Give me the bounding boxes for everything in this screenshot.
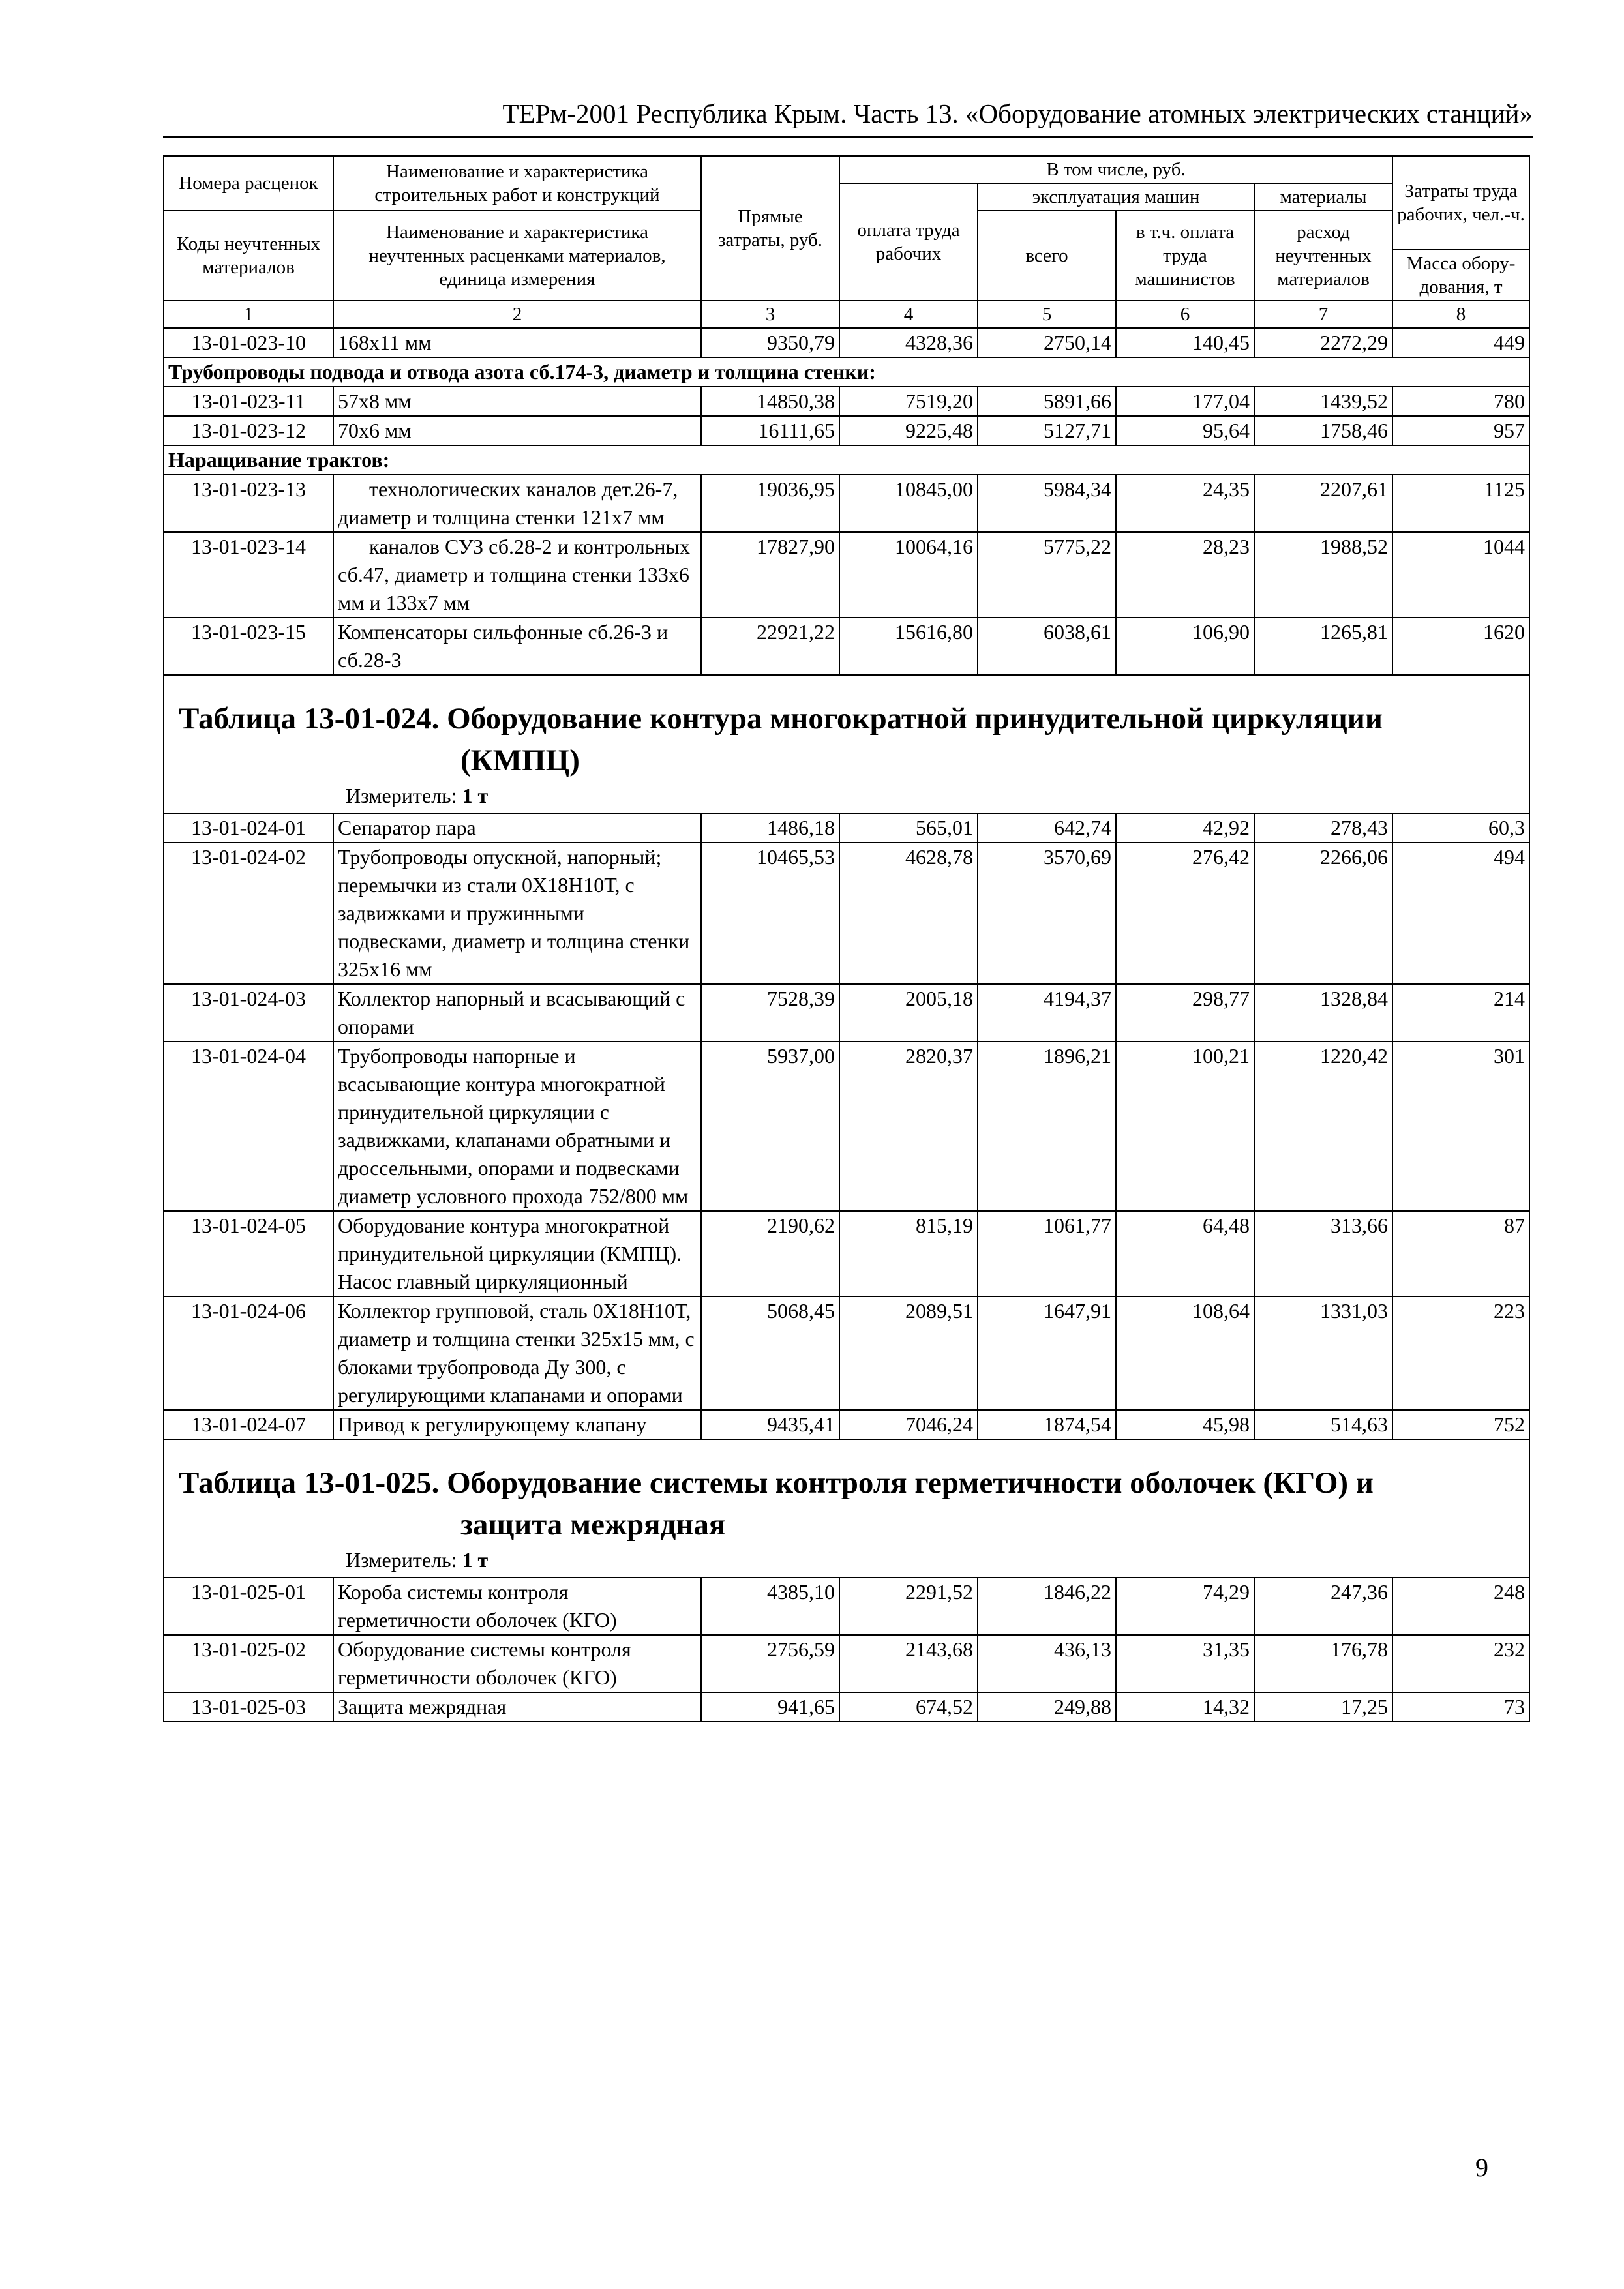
- section-heading: Трубопроводы подвода и отвода азота сб.174-3, диаметр и толщина стенки:: [164, 357, 1529, 387]
- table-title-cell: [164, 675, 1529, 813]
- rate-name: 168x11 мм: [333, 328, 701, 357]
- machinists-pay: 24,35: [1116, 475, 1254, 532]
- table-row: [164, 1635, 1529, 1692]
- machinists-pay: 177,04: [1116, 387, 1254, 416]
- measure-label: Измеритель:: [346, 1548, 457, 1572]
- table-row: [164, 475, 1529, 532]
- direct-costs: 9435,41: [701, 1410, 839, 1439]
- rate-code: 13-01-023-15: [164, 618, 333, 675]
- direct-costs: 1486,18: [701, 813, 839, 843]
- rate-code: 13-01-024-05: [164, 1211, 333, 1296]
- rate-name: Оборудование контура многократной принудительной циркуляции (КМПЦ). Насос главный циркуляционный: [333, 1211, 701, 1296]
- machinists-pay: 74,29: [1116, 1578, 1254, 1635]
- header-work-name: Наименование и характеристика строительных работ и конструкций: [333, 156, 701, 211]
- table-title-line: (КМПЦ): [460, 743, 580, 777]
- rate-name: Коллектор групповой, сталь 0Х18Н10Т, диаметр и толщина стенки 325х15 мм, с блоками трубопровода Ду 300, с регулирующими клапанами и опорами: [333, 1296, 701, 1410]
- rate-code: 13-01-024-03: [164, 984, 333, 1041]
- labor-pay: 15616,80: [839, 618, 978, 675]
- materials-cost: 1328,84: [1254, 984, 1392, 1041]
- column-number: 8: [1392, 301, 1529, 328]
- column-number: 1: [164, 301, 333, 328]
- machines-total: 5891,66: [978, 387, 1116, 416]
- table-title-line: Таблица 13-01-025. Оборудование системы контроля герметичности оболочек (КГО) и: [179, 1466, 1374, 1500]
- machinists-pay: 106,90: [1116, 618, 1254, 675]
- machinists-pay: 64,48: [1116, 1211, 1254, 1296]
- rate-name: Сепаратор пара: [333, 813, 701, 843]
- table-row: [164, 532, 1529, 618]
- rate-name-rest: дет.26-7, диаметр и толщина стенки 121х7 мм: [338, 477, 678, 529]
- table-title-cell: [164, 1439, 1529, 1578]
- machinists-pay: 31,35: [1116, 1635, 1254, 1692]
- rate-name-rest: контрольных сб.47, диаметр и толщина стенки 133х6 мм и 133х7 мм: [338, 535, 690, 614]
- direct-costs: 2190,62: [701, 1211, 839, 1296]
- materials-cost: 176,78: [1254, 1635, 1392, 1692]
- section-heading-row: [164, 445, 1529, 475]
- header-machines-total: всего: [978, 211, 1116, 301]
- machines-total: 1874,54: [978, 1410, 1116, 1439]
- table-row: [164, 1692, 1529, 1722]
- labor-pay: 7046,24: [839, 1410, 978, 1439]
- machinists-pay: 95,64: [1116, 416, 1254, 445]
- machines-total: 436,13: [978, 1635, 1116, 1692]
- measure-label: Измеритель:: [346, 784, 457, 807]
- materials-cost: 278,43: [1254, 813, 1392, 843]
- machinists-pay: 14,32: [1116, 1692, 1254, 1722]
- materials-cost: 313,66: [1254, 1211, 1392, 1296]
- rate-name: Компенсаторы сильфонные сб.26-3 и сб.28-3: [333, 618, 701, 675]
- machines-total: 249,88: [978, 1692, 1116, 1722]
- header-material-codes: Коды неучтенных материалов: [164, 211, 333, 301]
- labor-hours: 1044: [1392, 532, 1529, 618]
- table-title-024: [164, 676, 1529, 781]
- measure-unit: [164, 1546, 1529, 1577]
- labor-pay: 2291,52: [839, 1578, 978, 1635]
- labor-hours: 752: [1392, 1410, 1529, 1439]
- header-rates-numbers: Номера расценок: [164, 156, 333, 211]
- labor-hours: 60,3: [1392, 813, 1529, 843]
- labor-pay: 815,19: [839, 1211, 978, 1296]
- labor-pay: 9225,48: [839, 416, 978, 445]
- header-direct-costs: Прямые затраты, руб.: [701, 156, 839, 301]
- direct-costs: 19036,95: [701, 475, 839, 532]
- machinists-pay: 42,92: [1116, 813, 1254, 843]
- header-material-names: Наименование и характеристика неучтенных расценками материалов, единица измерения: [333, 211, 701, 301]
- column-number: 4: [839, 301, 978, 328]
- rate-code: 13-01-023-13: [164, 475, 333, 532]
- page-number: 9: [1475, 2153, 1488, 2182]
- labor-hours: 87: [1392, 1211, 1529, 1296]
- rate-code: 13-01-024-02: [164, 843, 333, 984]
- labor-hours: 957: [1392, 416, 1529, 445]
- machinists-pay: 276,42: [1116, 843, 1254, 984]
- header-machines: эксплуатация машин: [978, 183, 1254, 211]
- labor-hours: 494: [1392, 843, 1529, 984]
- table-body-025: [164, 1578, 1529, 1722]
- header-machinists-pay: в т.ч. оплата труда машинистов: [1116, 211, 1254, 301]
- labor-hours: 1620: [1392, 618, 1529, 675]
- table-row: [164, 1041, 1529, 1211]
- direct-costs: 5937,00: [701, 1041, 839, 1211]
- rate-name: Трубопроводы опускной, напорный; перемычки из стали 0Х18Н10Т, с задвижками и пружинными подвесками, диаметр и толщина стенки 325х16 мм: [333, 843, 701, 984]
- page-header: [163, 97, 1533, 138]
- table-title-line: защита межрядная: [460, 1508, 726, 1542]
- rate-code: 13-01-024-04: [164, 1041, 333, 1211]
- labor-pay: 565,01: [839, 813, 978, 843]
- price-table: [163, 155, 1530, 1722]
- measure-unit: [164, 781, 1529, 813]
- table-row: [164, 618, 1529, 675]
- labor-pay: 674,52: [839, 1692, 978, 1722]
- table-title-row: [164, 675, 1529, 813]
- table-title-line: Таблица 13-01-024. Оборудование контура многократной принудительной циркуляции: [179, 702, 1383, 736]
- direct-costs: 9350,79: [701, 328, 839, 357]
- materials-cost: 1439,52: [1254, 387, 1392, 416]
- machinists-pay: 28,23: [1116, 532, 1254, 618]
- machines-total: 642,74: [978, 813, 1116, 843]
- document-title: ТЕРм-2001 Республика Крым. Часть 13. «Оборудование атомных электрических станций»: [502, 98, 1533, 128]
- materials-cost: 1265,81: [1254, 618, 1392, 675]
- table-row: [164, 813, 1529, 843]
- labor-pay: 7519,20: [839, 387, 978, 416]
- machines-total: 3570,69: [978, 843, 1116, 984]
- table-body-023: [164, 328, 1529, 813]
- rate-name: [333, 475, 701, 532]
- rate-code: 13-01-024-06: [164, 1296, 333, 1410]
- materials-cost: 2207,61: [1254, 475, 1392, 532]
- labor-hours: 780: [1392, 387, 1529, 416]
- labor-pay: 2143,68: [839, 1635, 978, 1692]
- rate-name-first: каналов СУЗ сб.28-2 и: [369, 535, 569, 558]
- machines-total: 2750,14: [978, 328, 1116, 357]
- rate-name: 57х8 мм: [333, 387, 701, 416]
- section-heading-row: [164, 357, 1529, 387]
- header-including: В том числе, руб.: [839, 156, 1392, 183]
- rate-code: 13-01-025-03: [164, 1692, 333, 1722]
- machinists-pay: 108,64: [1116, 1296, 1254, 1410]
- direct-costs: 17827,90: [701, 532, 839, 618]
- table-row: [164, 1578, 1529, 1635]
- section-heading: Наращивание трактов:: [164, 445, 1529, 475]
- machinists-pay: 298,77: [1116, 984, 1254, 1041]
- rate-code: 13-01-024-01: [164, 813, 333, 843]
- labor-pay: 4628,78: [839, 843, 978, 984]
- table-row: [164, 416, 1529, 445]
- machines-total: 6038,61: [978, 618, 1116, 675]
- table-header: [164, 156, 1529, 328]
- labor-hours: 1125: [1392, 475, 1529, 532]
- direct-costs: 16111,65: [701, 416, 839, 445]
- machines-total: 5127,71: [978, 416, 1116, 445]
- labor-pay: 4328,36: [839, 328, 978, 357]
- machinists-pay: 140,45: [1116, 328, 1254, 357]
- materials-cost: 17,25: [1254, 1692, 1392, 1722]
- header-materials: материалы: [1254, 183, 1392, 211]
- labor-hours: 223: [1392, 1296, 1529, 1410]
- direct-costs: 4385,10: [701, 1578, 839, 1635]
- labor-hours: 449: [1392, 328, 1529, 357]
- machines-total: 1846,22: [978, 1578, 1116, 1635]
- labor-hours: 232: [1392, 1635, 1529, 1692]
- column-number: 2: [333, 301, 701, 328]
- direct-costs: 14850,38: [701, 387, 839, 416]
- rate-name-first: технологических каналов: [369, 477, 597, 501]
- machines-total: 1896,21: [978, 1041, 1116, 1211]
- table-title-025-group: [164, 1439, 1529, 1578]
- rate-name: [333, 532, 701, 618]
- column-number: 7: [1254, 301, 1392, 328]
- header-labor-cost: Затраты труда рабочих, чел.-ч.: [1392, 156, 1529, 250]
- labor-hours: 73: [1392, 1692, 1529, 1722]
- header-equipment-mass: Масса обору-дования, т: [1392, 250, 1529, 301]
- direct-costs: 10465,53: [701, 843, 839, 984]
- table-row: [164, 328, 1529, 357]
- machines-total: 1061,77: [978, 1211, 1116, 1296]
- materials-cost: 2266,06: [1254, 843, 1392, 984]
- machinists-pay: 45,98: [1116, 1410, 1254, 1439]
- table-row: [164, 1296, 1529, 1410]
- direct-costs: 7528,39: [701, 984, 839, 1041]
- rate-name: Короба системы контроля герметичности оболочек (КГО): [333, 1578, 701, 1635]
- materials-cost: 247,36: [1254, 1578, 1392, 1635]
- measure-value: 1 т: [462, 784, 489, 807]
- price-table-container: [163, 155, 1533, 1722]
- column-number: 5: [978, 301, 1116, 328]
- rate-code: 13-01-023-11: [164, 387, 333, 416]
- rate-code: 13-01-024-07: [164, 1410, 333, 1439]
- rate-name: Защита межрядная: [333, 1692, 701, 1722]
- table-row: [164, 984, 1529, 1041]
- materials-cost: 1758,46: [1254, 416, 1392, 445]
- rate-code: 13-01-023-14: [164, 532, 333, 618]
- machines-total: 5775,22: [978, 532, 1116, 618]
- table-row: [164, 843, 1529, 984]
- materials-cost: 2272,29: [1254, 328, 1392, 357]
- rate-code: 13-01-025-01: [164, 1578, 333, 1635]
- machines-total: 1647,91: [978, 1296, 1116, 1410]
- materials-cost: 1988,52: [1254, 532, 1392, 618]
- table-row: [164, 387, 1529, 416]
- rate-code: 13-01-023-10: [164, 328, 333, 357]
- table-title-row: [164, 1439, 1529, 1578]
- labor-pay: 2089,51: [839, 1296, 978, 1410]
- header-labor-pay: оплата труда рабочих: [839, 183, 978, 301]
- rate-code: 13-01-023-12: [164, 416, 333, 445]
- rate-code: 13-01-025-02: [164, 1635, 333, 1692]
- labor-pay: 2820,37: [839, 1041, 978, 1211]
- column-number: 6: [1116, 301, 1254, 328]
- rate-name: Оборудование системы контроля герметичности оболочек (КГО): [333, 1635, 701, 1692]
- column-number: 3: [701, 301, 839, 328]
- measure-value: 1 т: [462, 1548, 489, 1572]
- rate-name: Коллектор напорный и всасывающий с опорами: [333, 984, 701, 1041]
- direct-costs: 2756,59: [701, 1635, 839, 1692]
- table-title-025: [164, 1440, 1529, 1546]
- labor-pay: 10845,00: [839, 475, 978, 532]
- direct-costs: 941,65: [701, 1692, 839, 1722]
- table-row: [164, 1410, 1529, 1439]
- materials-cost: 1331,03: [1254, 1296, 1392, 1410]
- labor-pay: 2005,18: [839, 984, 978, 1041]
- header-materials-consumption: расход неучтенных материалов: [1254, 211, 1392, 301]
- machines-total: 4194,37: [978, 984, 1116, 1041]
- rate-name: Привод к регулирующему клапану: [333, 1410, 701, 1439]
- direct-costs: 22921,22: [701, 618, 839, 675]
- rate-name: Трубопроводы напорные и всасывающие контура многократной принудительной циркуляции с задвижками, клапанами обратными и дроссельными, опорами и подвесками диаметр условного прохода 752/800 мм: [333, 1041, 701, 1211]
- materials-cost: 1220,42: [1254, 1041, 1392, 1211]
- labor-hours: 248: [1392, 1578, 1529, 1635]
- labor-hours: 301: [1392, 1041, 1529, 1211]
- labor-pay: 10064,16: [839, 532, 978, 618]
- machines-total: 5984,34: [978, 475, 1116, 532]
- rate-name: 70х6 мм: [333, 416, 701, 445]
- table-row: [164, 1211, 1529, 1296]
- labor-hours: 214: [1392, 984, 1529, 1041]
- machinists-pay: 100,21: [1116, 1041, 1254, 1211]
- direct-costs: 5068,45: [701, 1296, 839, 1410]
- materials-cost: 514,63: [1254, 1410, 1392, 1439]
- table-body-024: [164, 813, 1529, 1439]
